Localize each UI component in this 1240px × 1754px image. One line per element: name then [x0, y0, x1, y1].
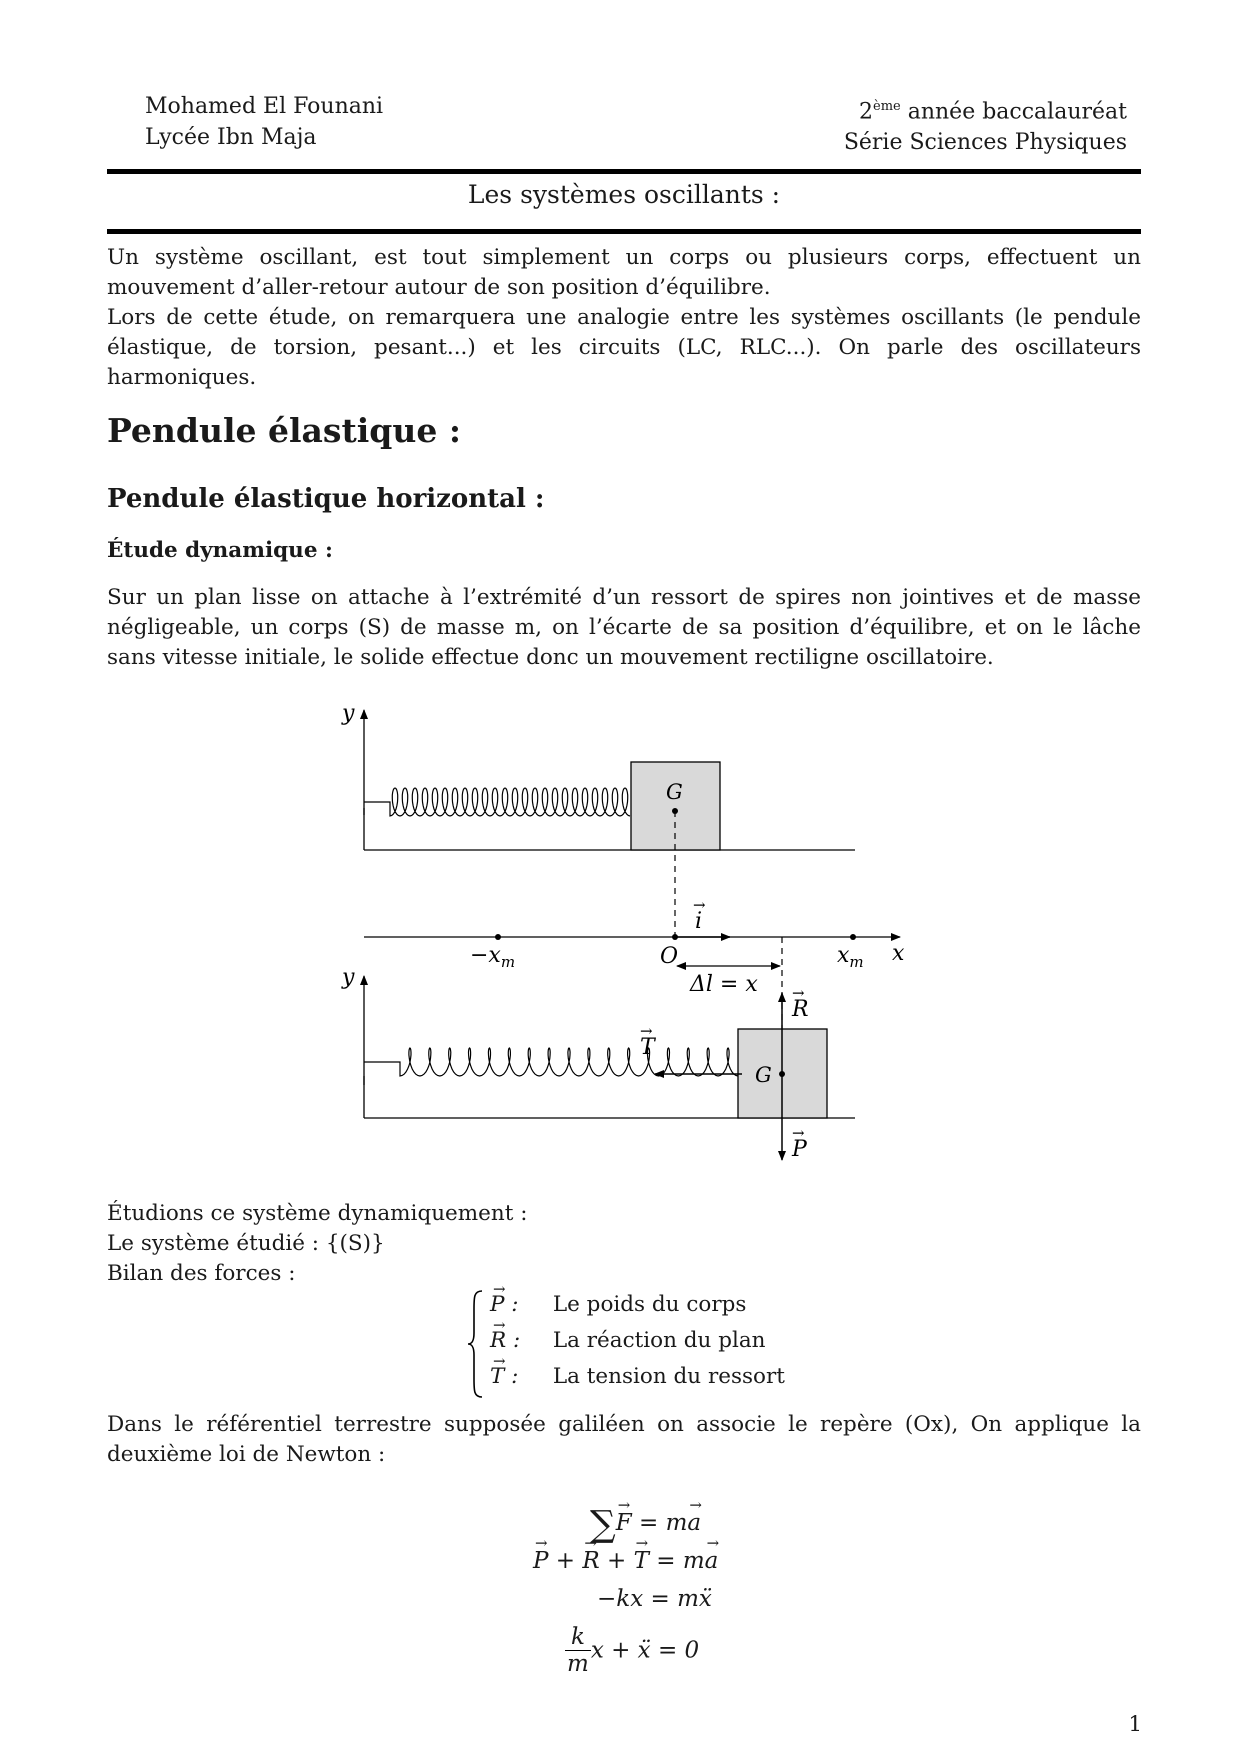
force-symbol: → P :: [490, 1287, 534, 1323]
study-line-2: Le système étudié : {(S)}: [107, 1231, 385, 1256]
school-name: Lycée Ibn Maja: [145, 125, 317, 150]
force-symbol: → T :: [490, 1359, 534, 1395]
subsubsection-heading: Étude dynamique :: [107, 538, 333, 563]
study-line-1: Étudions ce système dynamiquement :: [107, 1201, 528, 1226]
fraction-k-over-m: $\frac{k}{m}$: [567, 1624, 589, 1677]
document-title: Les systèmes oscillants :: [467, 180, 781, 209]
author-name: Mohamed El Founani: [145, 94, 384, 119]
intro-text: [107, 243, 1141, 393]
bottom-y-label: y: [342, 965, 355, 990]
level-label: 2ème année baccalauréat: [859, 99, 1127, 125]
force-description: La tension du ressort: [552, 1364, 785, 1389]
force-row-reaction: [490, 1323, 766, 1359]
force-description: La réaction du plan: [552, 1328, 766, 1353]
force-row-tension: [490, 1359, 785, 1395]
force-description: Le poids du corps: [552, 1292, 747, 1317]
section-heading: Pendule élastique :: [107, 411, 462, 450]
title-rule-bottom: [107, 229, 1141, 234]
x-axis-label: x: [892, 941, 905, 966]
equation-sum-forces: ∑→ F = m→ a: [590, 1498, 701, 1539]
compressed-spring: [364, 788, 630, 816]
equation-forces-sum: → P + → R + → T = m→ a: [533, 1548, 718, 1574]
bottom-center-label: G: [755, 1063, 772, 1087]
equation-hooke: −kx = mẍ: [597, 1586, 712, 1612]
header-left: [145, 91, 383, 153]
top-center-label: G: [666, 780, 683, 804]
reaction-force-label: R: [792, 997, 809, 1022]
newton-paragraph: Dans le référentiel terrestre supposée galiléen on associe le repère (Ox), On applique la deuxième loi de Newton :: [107, 1412, 1141, 1467]
page-number: 1: [1128, 1712, 1142, 1737]
tension-force-label: T: [640, 1035, 655, 1060]
figure-svg: [330, 700, 930, 1180]
force-row-weight: [490, 1287, 746, 1323]
equation-differential: $\frac{k}{m}$ x + ẍ = 0: [567, 1624, 700, 1677]
study-intro: [107, 1199, 527, 1289]
forces-list: [466, 1287, 826, 1399]
stretched-spring: [364, 1048, 738, 1076]
elongation-label: Δl = x: [690, 972, 758, 997]
reaction-force-arrow-glyph: →: [792, 984, 805, 1002]
tension-force-arrow-glyph: →: [640, 1022, 653, 1040]
spring-pendulum-figure: [330, 700, 930, 1184]
origin-label: O: [660, 944, 679, 969]
weight-force-arrow-glyph: →: [792, 1124, 805, 1142]
series-label: Série Sciences Physiques: [843, 130, 1127, 156]
weight-force-label: P: [792, 1137, 807, 1162]
title-rule-top: [107, 169, 1141, 174]
xm-label: $x_m$: [837, 943, 864, 971]
study-line-3: Bilan des forces :: [107, 1261, 296, 1286]
top-y-label: y: [342, 701, 355, 726]
xm-point: [850, 934, 856, 940]
unit-vector-i-label: i: [695, 909, 703, 934]
subsection-heading: Pendule élastique horizontal :: [107, 484, 545, 514]
intro-paragraph-2: Lors de cette étude, on remarquera une analogie entre les systèmes oscillants (le pendule élastique, de torsion, pesant...) et les circuits (LC, RLC...). On parle des oscillateurs harmoniques.: [107, 305, 1141, 390]
unit-vector-i-arrow: →: [693, 896, 706, 914]
minus-xm-point: [495, 934, 501, 940]
minus-xm-label: $-x_m$: [470, 943, 516, 971]
equation-block: [500, 1490, 800, 1690]
left-brace: [466, 1289, 486, 1399]
header-right: [844, 91, 1127, 158]
description-paragraph: Sur un plan lisse on attache à l’extrémité d’un ressort de spires non jointives et de masse négligeable, un corps (S) de masse m, on l’écarte de sa position d’équilibre, et on le lâche sans vitesse initiale, le solide effectue donc un mouvement rectiligne oscillatoire.: [107, 585, 1141, 670]
intro-paragraph-1: Un système oscillant, est tout simplement un corps ou plusieurs corps, effectuent un mouvement d’aller-retour autour de son position d’équilibre.: [107, 245, 1141, 300]
force-symbol: → R :: [490, 1323, 534, 1359]
